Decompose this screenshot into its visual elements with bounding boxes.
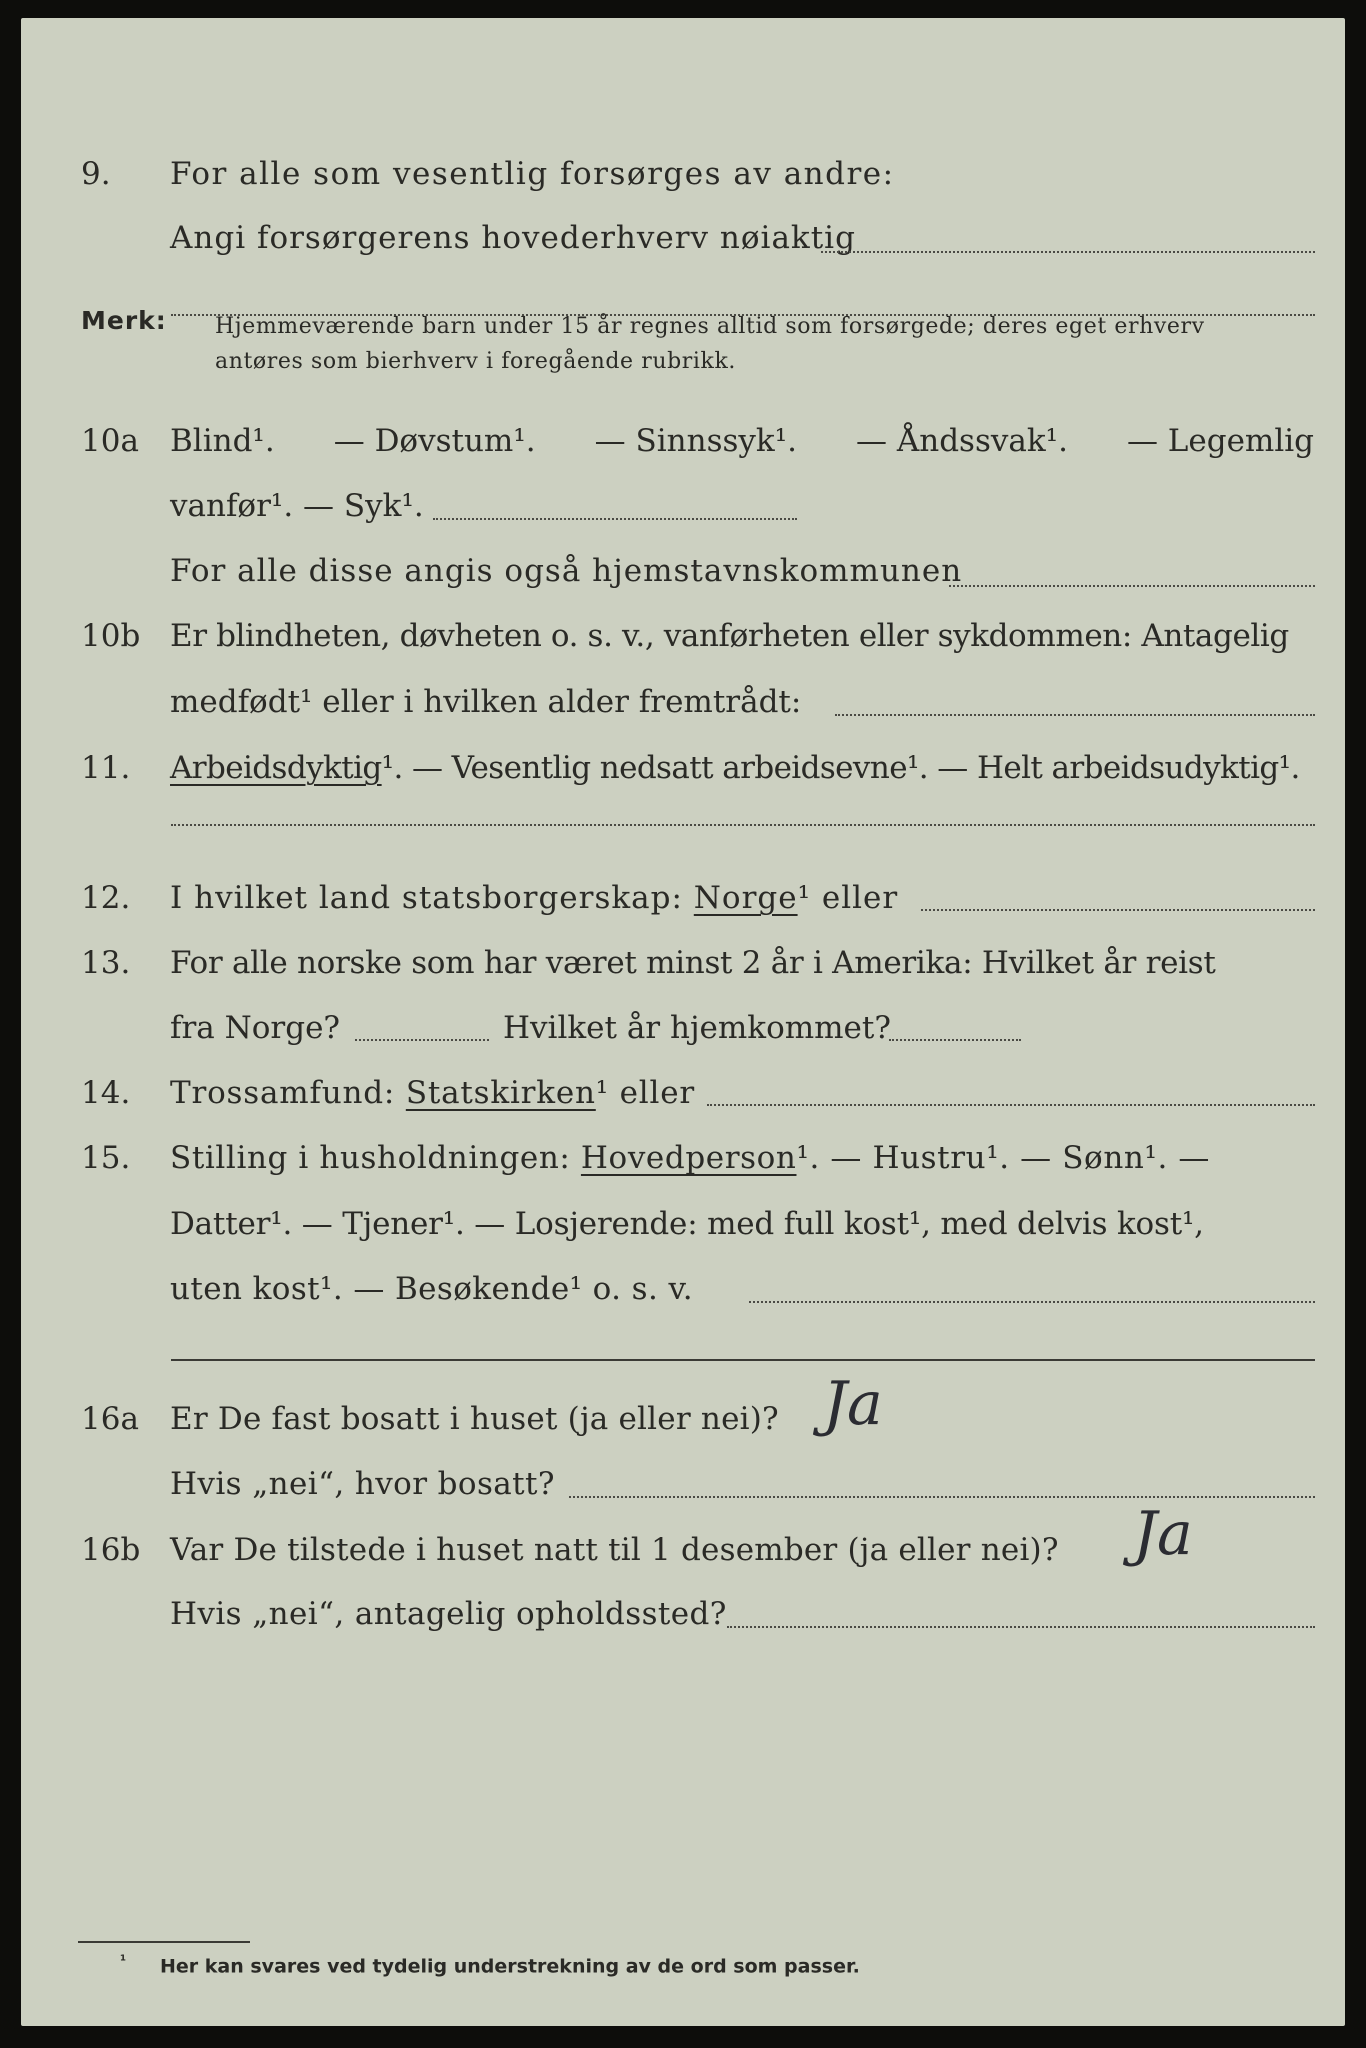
q10a-line3 — [21, 546, 1345, 596]
q10a-opt-legemlig: — Legemlig — [1126, 423, 1314, 459]
q12-eller: ¹ eller — [797, 880, 899, 916]
q15-number: 15. — [81, 1140, 131, 1176]
footnote — [120, 1953, 860, 1977]
q10a-opt-blind: Blind¹. — [170, 423, 275, 459]
q16b-opholdssted: Hvis „nei“, antagelig opholdssted? — [170, 1596, 727, 1632]
footnote-mark: ¹ — [120, 1953, 127, 1969]
q13-reist-answer-line[interactable] — [355, 1039, 489, 1041]
q10b-answer-line[interactable] — [835, 714, 1315, 716]
q10a-options — [170, 416, 1314, 466]
q9-number: 9. — [81, 156, 111, 192]
q9-line2 — [21, 213, 1345, 263]
q15-separator — [171, 1359, 1315, 1361]
q11-answer-line[interactable] — [171, 824, 1315, 826]
q16a-line1 — [21, 1394, 1345, 1444]
q13-line1 — [21, 938, 1345, 988]
q13-line2 — [21, 1003, 1345, 1053]
q10a-vanfor: vanfør¹. — Syk¹. — [170, 488, 424, 524]
q15-line2 — [21, 1199, 1345, 1249]
q11-options — [170, 743, 1300, 793]
q12-answer-line[interactable] — [921, 909, 1315, 911]
q13-hjemkommet: Hvilket år hjemkommet? — [503, 1010, 891, 1046]
q14-line — [21, 1068, 1345, 1118]
q14-answer-line[interactable] — [707, 1104, 1315, 1106]
q10a-hjemstavn: For alle disse angis også hjemstavnskommunen — [170, 553, 963, 589]
q16b-number: 16b — [81, 1532, 141, 1568]
q12-prompt: I hvilket land statsborgerskap: — [170, 880, 694, 916]
census-form-page — [21, 18, 1345, 2026]
q10a-opt-andssvak: — Åndssvak¹. — [856, 423, 1068, 459]
q11-rest: ¹. — Vesentlig nedsatt arbeidsevne¹. — Helt arbeidsudyktig¹. — [381, 750, 1300, 786]
q12-line — [21, 873, 1345, 923]
q16b-text: Var De tilstede i huset natt til 1 desember (ja eller nei)? — [170, 1532, 1059, 1568]
merk-text-2: antøres som bierhverv i foregående rubrikk. — [215, 349, 737, 374]
q11-number: 11. — [81, 750, 131, 786]
q13-number: 13. — [81, 945, 131, 981]
q12-number: 12. — [81, 880, 131, 916]
q10b-number: 10b — [81, 618, 141, 654]
q10a-opt-dovstum: — Døvstum¹. — [333, 423, 536, 459]
q14-text — [170, 1068, 695, 1118]
q15-options-3: uten kost¹. — Besøkende¹ o. s. v. — [170, 1271, 693, 1307]
q13-hjemkommet-answer-line[interactable] — [889, 1039, 1021, 1041]
q13-text: For alle norske som har været minst 2 år i Amerika: Hvilket år reist — [170, 945, 1216, 981]
q10b-line2 — [21, 677, 1345, 727]
q16a-number: 16a — [81, 1401, 139, 1437]
q12-opt-norge[interactable]: Norge — [693, 880, 798, 916]
q16a-handwritten-answer: Ja — [823, 1369, 883, 1439]
q10b-line1 — [21, 611, 1345, 661]
q15-rest: ¹. — Hustru¹. — Sønn¹. — — [796, 1140, 1210, 1176]
q13-reist: fra Norge? — [170, 1010, 341, 1046]
q16b-line2 — [21, 1589, 1345, 1639]
merk-label: Merk: — [81, 306, 167, 335]
q14-opt-statskirken[interactable]: Statskirken — [405, 1075, 596, 1111]
q11-opt-arbeidsdyktig[interactable]: Arbeidsdyktig — [170, 750, 382, 786]
q16b-answer-line[interactable] — [727, 1626, 1315, 1628]
q10a-number: 10a — [81, 423, 139, 459]
q14-eller: ¹ eller — [595, 1075, 696, 1111]
q10a-line1 — [21, 416, 1345, 466]
q10b-prompt: medfødt¹ eller i hvilken alder fremtrådt: — [170, 684, 802, 720]
q15-line1 — [21, 1133, 1345, 1183]
q14-number: 14. — [81, 1075, 131, 1111]
q10a-hjemstavn-answer-line[interactable] — [949, 585, 1315, 587]
footnote-text: Her kan svares ved tydelig understrekning av de ord som passer. — [160, 1955, 860, 1978]
q15-opt-hovedperson[interactable]: Hovedperson — [580, 1140, 797, 1176]
q16a-answer-line[interactable] — [569, 1496, 1315, 1498]
q12-text — [170, 873, 898, 923]
q10a-syk-answer-line[interactable] — [433, 518, 797, 520]
q11-line1 — [21, 743, 1345, 793]
q15-options-2: Datter¹. — Tjener¹. — Losjerende: med full kost¹, med delvis kost¹, — [170, 1206, 1204, 1242]
footnote-rule — [78, 1941, 250, 1943]
q15-line3 — [21, 1264, 1345, 1314]
q9-answer-line[interactable] — [821, 251, 1315, 253]
q15-text — [170, 1133, 1210, 1183]
q16a-text: Er De fast bosatt i huset (ja eller nei)? — [170, 1401, 779, 1437]
q15-prompt: Stilling i husholdningen: — [170, 1140, 581, 1176]
q9-line1 — [21, 149, 1345, 199]
q9-prompt: Angi forsørgerens hovederhverv nøiaktig — [170, 220, 856, 256]
q16b-handwritten-answer: Ja — [1133, 1499, 1193, 1569]
q14-prompt: Trossamfund: — [170, 1075, 406, 1111]
q10a-line2 — [21, 481, 1345, 531]
q9-text: For alle som vesentlig forsørges av andre: — [170, 156, 895, 192]
q16a-hvor: Hvis „nei“, hvor bosatt? — [170, 1466, 555, 1502]
q15-answer-line[interactable] — [749, 1301, 1315, 1303]
q10a-opt-sinnssyk: — Sinnssyk¹. — [594, 423, 797, 459]
merk-text-1: Hjemmeværende barn under 15 år regnes alltid som forsørgede; deres eget erhverv — [215, 314, 1205, 339]
q10b-text: Er blindheten, døvheten o. s. v., vanførheten eller sykdommen: Antagelig — [170, 618, 1289, 654]
